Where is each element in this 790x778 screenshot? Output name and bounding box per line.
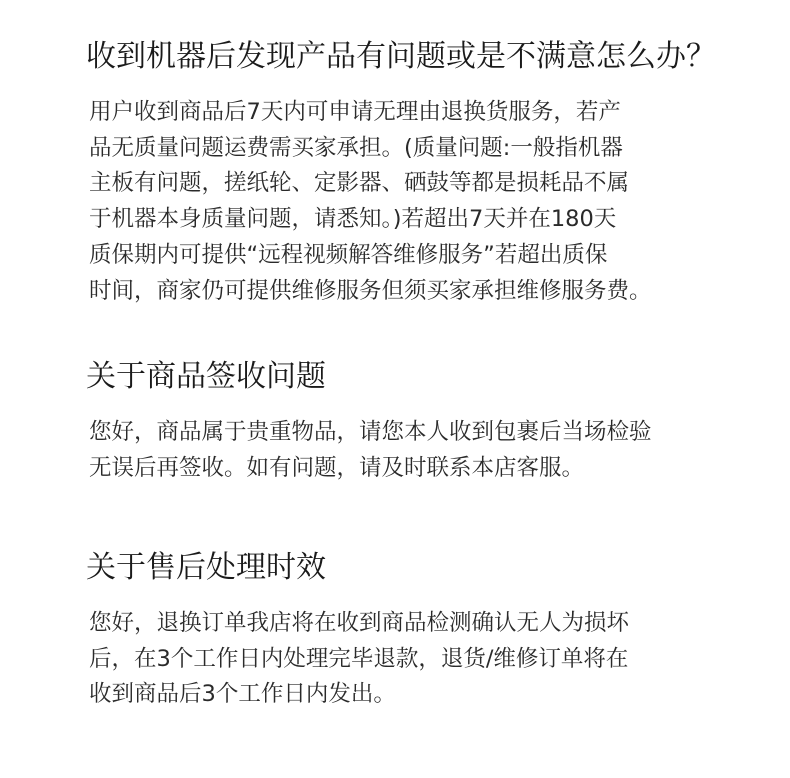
faq-section-delivery-receipt: [86, 357, 726, 486]
faq-answer-line: 质保期内可提供“远程视频解答维修服务”若超出质保: [89, 241, 608, 268]
faq-answer-line: 用户收到商品后7天内可申请无理由退换货服务，若产: [89, 99, 621, 125]
faq-answer: [86, 606, 726, 713]
faq-answer-line: 时间，商家仍可提供维修服务但须买家承担维修服务费。: [89, 277, 652, 304]
faq-answer-line: 您好，退换订单我店将在收到商品检测确认无人为损坏: [89, 610, 630, 636]
faq-answer-line: 您好，商品属于贵重物品，请您本人收到包裹后当场检验: [89, 419, 652, 445]
faq-title: 收到机器后发现产品有问题或是不满意怎么办？: [86, 39, 716, 74]
faq-answer: [86, 95, 726, 309]
faq-section-unsatisfied-product: [86, 37, 726, 309]
faq-title: 关于商品签收问题: [86, 359, 326, 394]
faq-answer-line: 于机器本身质量问题，请悉知。)若超出7天并在180天: [89, 206, 617, 233]
faq-section-after-sales-timing: [86, 548, 726, 713]
faq-answer-line: 无误后再签收。如有问题，请及时联系本店客服。: [89, 454, 585, 481]
faq-answer-line: 后，在3个工作日内处理完毕退款，退货/维修订单将在: [89, 645, 629, 672]
faq-answer: [86, 415, 726, 486]
faq-answer-line: 主板有问题，搓纸轮、定影器、硒鼓等都是损耗品不属: [89, 170, 630, 197]
faq-answer-line: 收到商品后3个工作日内发出。: [89, 681, 396, 708]
faq-title: 关于售后处理时效: [86, 550, 326, 585]
faq-answer-line: 品无质量问题运费需买家承担。(质量问题:一般指机器: [89, 134, 623, 161]
